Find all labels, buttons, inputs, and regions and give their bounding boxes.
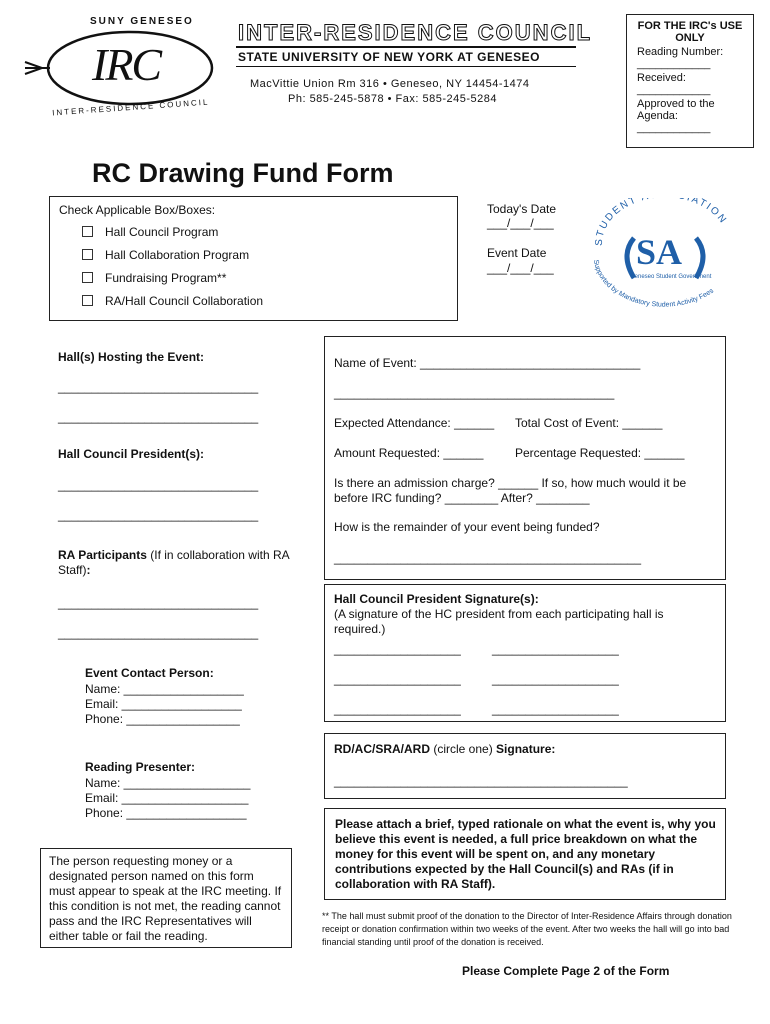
signature-heading: Hall Council President Signature(s): <box>334 592 539 606</box>
signature-description: (A signature of the HC president from each participating hall is required.) <box>334 607 664 636</box>
checkbox[interactable] <box>82 249 93 260</box>
rd-heading <box>334 742 555 756</box>
halls-hosting-blank-1[interactable]: ______________________________ <box>58 380 259 394</box>
logo-top-text: SUNY GENESEO <box>90 16 194 27</box>
expected-attendance[interactable]: Expected Attendance: ______ <box>334 416 495 430</box>
ra-participants-bold: RA Participants <box>58 548 147 562</box>
option-label: Hall Collaboration Program <box>105 248 250 262</box>
office-use-box <box>626 14 754 148</box>
rationale-box <box>324 808 726 900</box>
ra-participants-rest: (If in collaboration with RA Staff) <box>58 548 289 577</box>
rd-heading-circle: (circle one) <box>430 742 497 756</box>
sa-logo <box>590 198 735 313</box>
option-label: Hall Council Program <box>105 225 219 239</box>
reading-number-blank[interactable]: ____________ <box>637 58 711 70</box>
event-contact-heading: Event Contact Person: <box>85 666 214 680</box>
admission-line-1[interactable]: Is there an admission charge? ______ If so, how much would it be <box>334 476 687 490</box>
ra-participants-blank-2[interactable]: ______________________________ <box>58 626 259 640</box>
checkbox[interactable] <box>82 272 93 283</box>
signature-blank-2a[interactable]: ___________________ <box>334 672 461 686</box>
signature-blank-1b[interactable]: ___________________ <box>492 642 619 656</box>
footnote: ** The hall must submit proof of the donation to the Director of Inter-Residence Affairs through donation receipt or donation confirmation within two weeks of the event. After two weeks the hall will go into bad financial standing until proof of the donation is received. <box>322 911 732 947</box>
rationale-text: Please attach a brief, typed rationale on what the event is, why you believe this event is needed, a full price breakdown on what the money for this event will be spent on, and any monetary contributions expected by the Hall Council(s) and RAs (if in collaboration with RA Staff). <box>335 817 716 891</box>
rd-heading-roles: RD/AC/SRA/ARD <box>334 742 430 756</box>
checkbox-option-ra-collab[interactable] <box>82 294 263 308</box>
option-label: RA/Hall Council Collaboration <box>105 294 264 308</box>
name-of-event-blank[interactable]: __________________________________________ <box>334 386 615 400</box>
logo-mark: IRC <box>92 39 161 90</box>
notice-box <box>40 848 292 948</box>
sa-bottom-arc: Supported by Mandatory Student Activity Fees <box>591 259 716 309</box>
ra-colon: : <box>86 563 91 577</box>
checkbox-option-hall-collab[interactable] <box>82 248 249 262</box>
event-contact-name[interactable]: Name: __________________ <box>85 682 244 696</box>
ra-participants-label <box>58 548 308 578</box>
remainder-blank[interactable]: ______________________________________________ <box>334 551 641 565</box>
rd-heading-signature: Signature: <box>496 742 556 756</box>
approved-label: Approved to the Agenda: <box>637 98 715 122</box>
signature-blank-1a[interactable]: ___________________ <box>334 642 461 656</box>
event-date-field[interactable]: ___/___/___ <box>487 261 554 275</box>
hc-president-blank-1[interactable]: ______________________________ <box>58 478 259 492</box>
signature-blank-3b[interactable]: ___________________ <box>492 702 619 716</box>
reading-presenter-phone[interactable]: Phone: __________________ <box>85 806 247 820</box>
signature-blank-3a[interactable]: ___________________ <box>334 702 461 716</box>
received-blank[interactable]: ____________ <box>637 84 711 96</box>
checkbox[interactable] <box>82 226 93 237</box>
option-label: Fundraising Program** <box>105 271 227 285</box>
admission-line-2[interactable]: before IRC funding? ________ After? ________ <box>334 491 590 505</box>
reading-presenter-heading: Reading Presenter: <box>85 760 196 774</box>
rd-signature-blank[interactable]: ____________________________________________ <box>334 774 628 788</box>
checkbox-heading: Check Applicable Box/Boxes: <box>59 203 216 217</box>
page-2-note: Please Complete Page 2 of the Form <box>462 964 670 978</box>
event-date-label: Event Date <box>487 246 547 260</box>
notice-text: The person requesting money or a designated person named on this form must appear to speak at the IRC meeting. If this condition is not met, the reading cannot pass and the IRC Representatives will either table or fail the reading. <box>49 854 282 943</box>
amount-requested[interactable]: Amount Requested: ______ <box>334 446 484 460</box>
hc-president-blank-2[interactable]: ______________________________ <box>58 508 259 522</box>
percentage-requested[interactable]: Percentage Requested: ______ <box>515 446 685 460</box>
event-contact-phone[interactable]: Phone: _________________ <box>85 712 240 726</box>
halls-hosting-label: Hall(s) Hosting the Event: <box>58 350 205 364</box>
checkbox-section <box>49 196 458 321</box>
event-contact-email[interactable]: Email: __________________ <box>85 697 242 711</box>
address: MacVittie Union Rm 316 • Geneseo, NY 14454-1474 <box>250 78 530 90</box>
name-of-event[interactable]: Name of Event: _________________________________ <box>334 356 641 370</box>
reading-presenter-email[interactable]: Email: ___________________ <box>85 791 249 805</box>
checkbox-option-fundraising[interactable] <box>82 271 226 285</box>
hc-president-label: Hall Council President(s): <box>58 447 205 461</box>
council-title: INTER-RESIDENCE COUNCIL <box>238 20 593 45</box>
approved-blank[interactable]: ____________ <box>637 122 711 134</box>
sa-mark: SA <box>636 232 683 272</box>
checkbox-option-hall-council[interactable] <box>82 225 218 239</box>
sa-top-arc: STUDENT IATION <box>593 198 730 247</box>
checkbox[interactable] <box>82 295 93 306</box>
header-rule-2 <box>236 66 576 67</box>
total-cost[interactable]: Total Cost of Event: ______ <box>515 416 663 430</box>
reading-presenter-name[interactable]: Name: ___________________ <box>85 776 251 790</box>
todays-date-label: Today's Date <box>487 202 556 216</box>
signature-blank-2b[interactable]: ___________________ <box>492 672 619 686</box>
sa-sub: Geneseo Student Government <box>630 274 712 280</box>
university-name: STATE UNIVERSITY OF NEW YORK AT GENESEO <box>238 50 540 64</box>
todays-date-field[interactable]: ___/___/___ <box>487 216 554 230</box>
header-rule <box>236 46 576 48</box>
reading-number-label: Reading Number: <box>637 46 724 58</box>
halls-hosting-blank-2[interactable]: ______________________________ <box>58 410 259 424</box>
office-use-title: FOR THE IRC's USE ONLY <box>637 20 743 44</box>
phone-fax: Ph: 585-245-5878 • Fax: 585-245-5284 <box>288 93 497 105</box>
ra-participants-blank-1[interactable]: ______________________________ <box>58 596 259 610</box>
irc-logo <box>20 10 235 125</box>
logo-bottom-text: INTER-RESIDENCE COUNCIL <box>51 97 210 118</box>
received-label: Received: <box>637 72 686 84</box>
remainder-question: How is the remainder of your event being funded? <box>334 520 600 534</box>
form-title: RC Drawing Fund Form <box>92 158 394 188</box>
